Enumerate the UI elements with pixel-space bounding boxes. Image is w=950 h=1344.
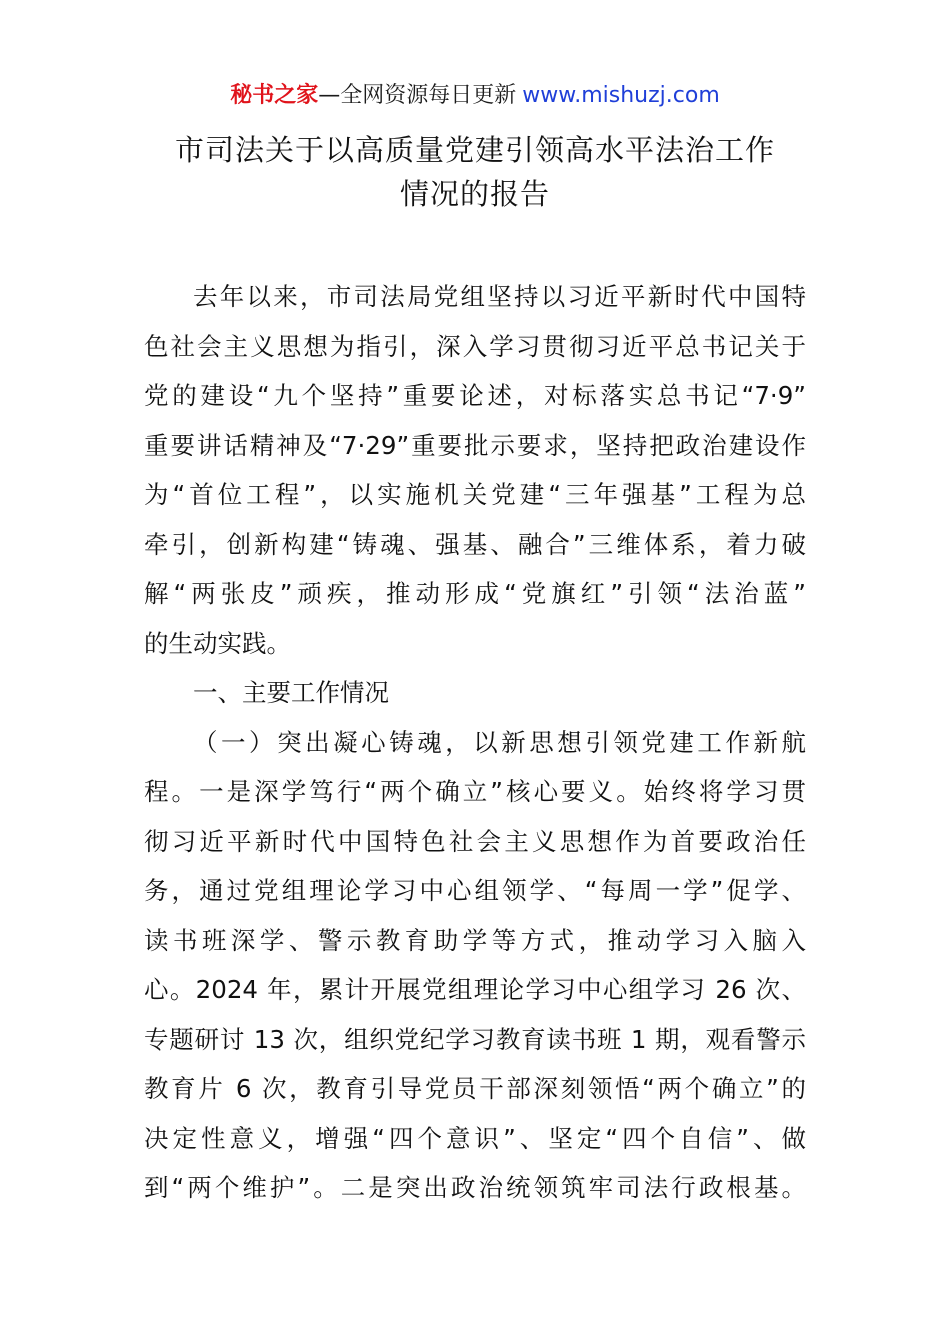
- paragraph-line: 程。一是深学笃行“两个确立”核心要义。始终将学习贯: [144, 777, 806, 806]
- paragraph-line: 读书班深学、警示教育助学等方式，推动学习入脑入: [144, 925, 806, 955]
- brand-name: 秘书之家: [230, 83, 319, 108]
- document-body: [144, 272, 806, 1213]
- paragraph-line: （一）突出凝心铸魂，以新思想引领党建工作新航: [193, 727, 806, 757]
- paragraph-line: 色社会主义思想为指引，深入学习贯彻习近平总书记关于: [144, 331, 806, 361]
- site-url-link[interactable]: www.mishuzj.com: [522, 83, 720, 108]
- paragraph-line: 教育片 6 次，教育引导党员干部深刻领悟“两个确立”的: [144, 1074, 806, 1103]
- banner-slogan: —全网资源每日更新: [318, 83, 517, 108]
- section-heading: 一、主要工作情况: [193, 678, 389, 707]
- paragraph-line: 牵引，创新构建“铸魂、强基、融合”三维体系，着力破: [144, 529, 806, 559]
- paragraph-line: 的生动实践。: [144, 628, 291, 658]
- paragraph-line: 决定性意义，增强“四个意识”、坚定“四个自信”、做: [144, 1123, 806, 1153]
- document-title: [110, 128, 840, 216]
- paragraph-line: 彻习近平新时代中国特色社会主义思想作为首要政治任: [144, 826, 806, 856]
- title-line-1: 市司法关于以高质量党建引领高水平法治工作: [174, 133, 775, 167]
- paragraph-line: 重要讲话精神及“7·29”重要批示要求，坚持把政治建设作: [144, 430, 806, 460]
- title-line-2: 情况的报告: [399, 177, 550, 211]
- paragraph-line: 为“首位工程”，以实施机关党建“三年强基”工程为总: [144, 480, 806, 509]
- paragraph-line: 心。2024 年，累计开展党组理论学习中心组学习 26 次、: [144, 975, 806, 1004]
- paragraph-line: 务，通过党组理论学习中心组领学、“每周一学”促学、: [144, 876, 806, 905]
- paragraph-line: 党的建设“九个坚持”重要论述，对标落实总书记“7·9”: [144, 381, 806, 410]
- paragraph-line: 专题研讨 13 次，组织党纪学习教育读书班 1 期，观看警示: [144, 1024, 806, 1054]
- paragraph-line: 去年以来，市司法局党组坚持以习近平新时代中国特: [193, 282, 806, 311]
- paragraph-line: 到“两个维护”。二是突出政治统领筑牢司法行政根基。: [144, 1173, 806, 1202]
- site-banner: [0, 80, 950, 112]
- paragraph-line: 解“两张皮”顽疾，推动形成“党旗红”引领“法治蓝”: [144, 579, 806, 608]
